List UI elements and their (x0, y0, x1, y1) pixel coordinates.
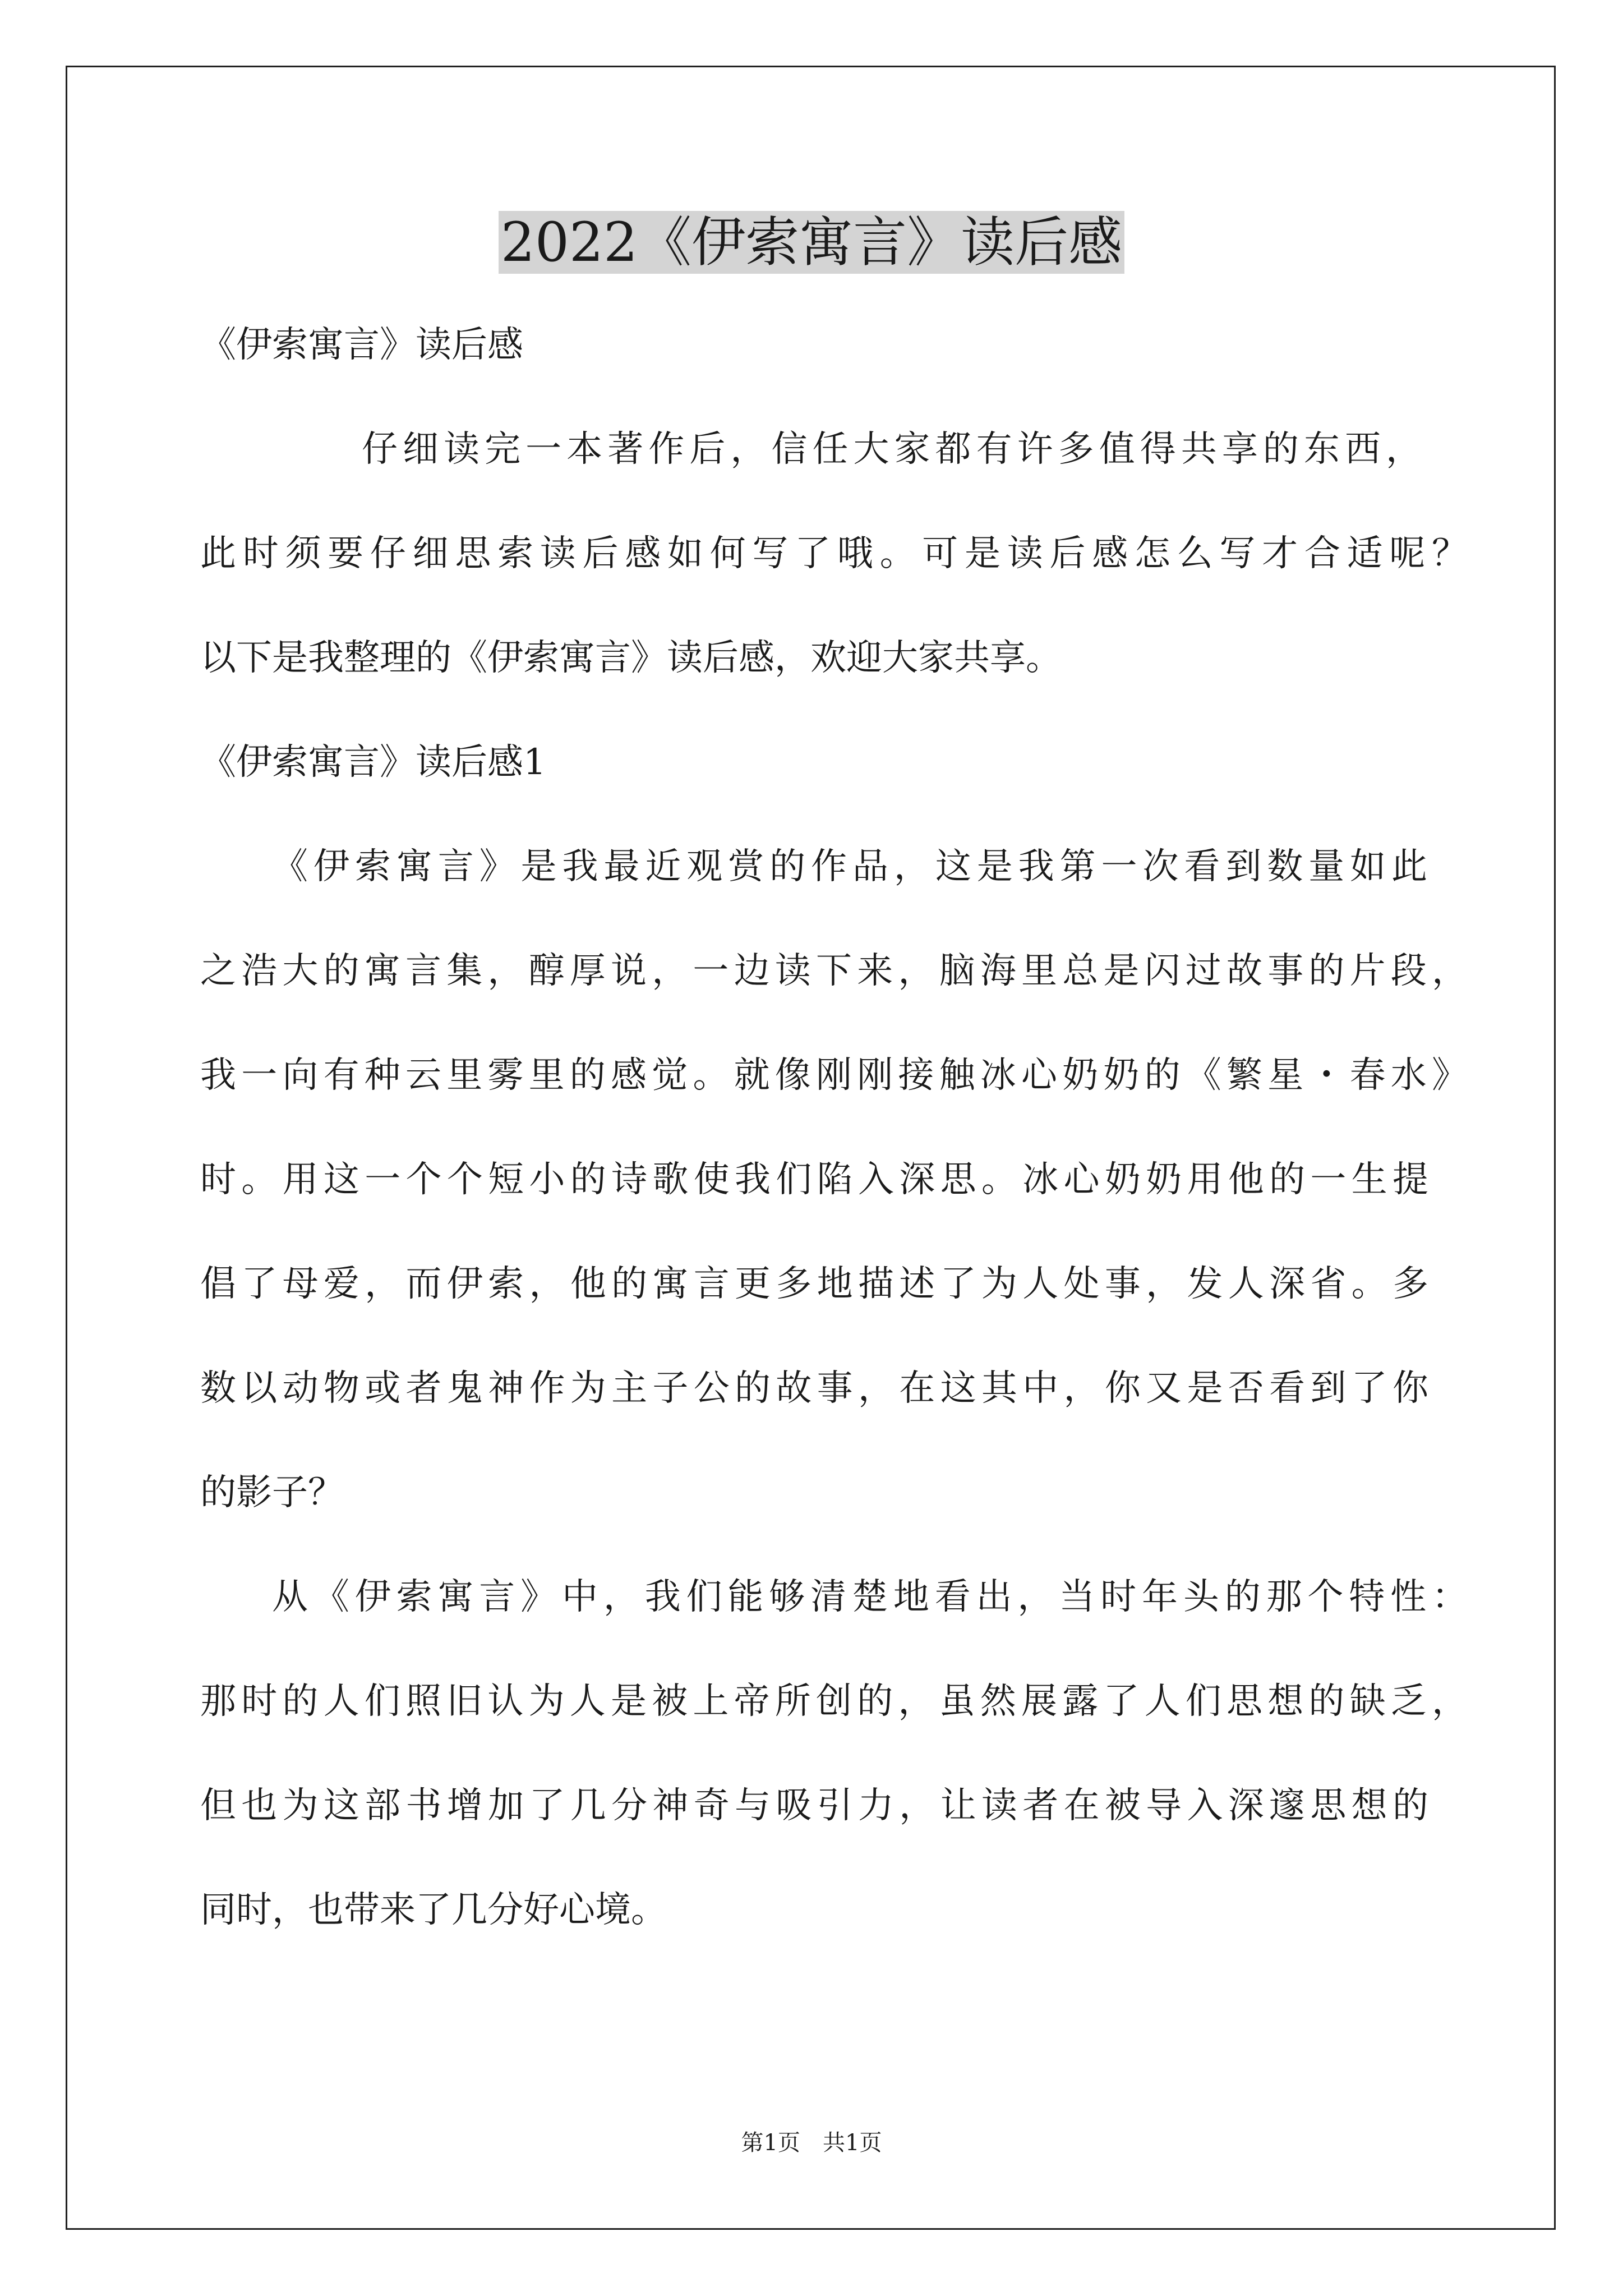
page-footer (0, 2126, 1623, 2160)
para2-line-1: 从《伊索寓言》中，我们能够清楚地看出，当时年头的那个特性： (272, 1576, 1468, 1618)
para1-line-3: 我一向有种云里雾里的感觉。就像刚刚接触冰心奶奶的《繁星・春水》 (200, 1055, 1468, 1096)
para1-line-5: 倡了母爱，而伊索，他的寓言更多地描述了为人处事，发人深省。多 (200, 1263, 1428, 1305)
para2-line-3: 但也为这部书增加了几分神奇与吸引力，让读者在被导入深邃思想的 (200, 1785, 1428, 1826)
document-title (0, 203, 1623, 282)
para1-line-6: 数以动物或者鬼神作为主子公的故事，在这其中，你又是否看到了你 (200, 1368, 1428, 1409)
intro-line-2: 此时须要仔细思索读后感如何写了哦。可是读后感怎么写才合适呢？ (200, 533, 1468, 574)
document-title-text: 2022《伊索寓言》读后感 (499, 211, 1124, 274)
page-number: 第1页 (741, 2130, 800, 2156)
para2-line-4: 同时，也带来了几分好心境。 (200, 1889, 667, 1931)
para2-line-2: 那时的人们照旧认为人是被上帝所创的，虽然展露了人们思想的缺乏， (200, 1681, 1468, 1722)
intro-line-1: 仔细读完一本著作后，信任大家都有许多值得共享的东西， (362, 429, 1422, 470)
intro-line-3: 以下是我整理的《伊索寓言》读后感，欢迎大家共享。 (200, 637, 1062, 679)
page-total: 共1页 (823, 2130, 882, 2156)
para1-line-7: 的影子？ (200, 1472, 344, 1513)
subtitle-line: 《伊索寓言》读后感 (200, 324, 523, 366)
para1-line-4: 时。用这一个个短小的诗歌使我们陷入深思。冰心奶奶用他的一生提 (200, 1159, 1428, 1200)
para1-line-1: 《伊索寓言》是我最近观赏的作品，这是我第一次看到数量如此 (272, 846, 1427, 887)
section-heading: 《伊索寓言》读后感1 (200, 742, 546, 783)
para1-line-2: 之浩大的寓言集，醇厚说，一边读下来，脑海里总是闪过故事的片段， (200, 950, 1468, 992)
